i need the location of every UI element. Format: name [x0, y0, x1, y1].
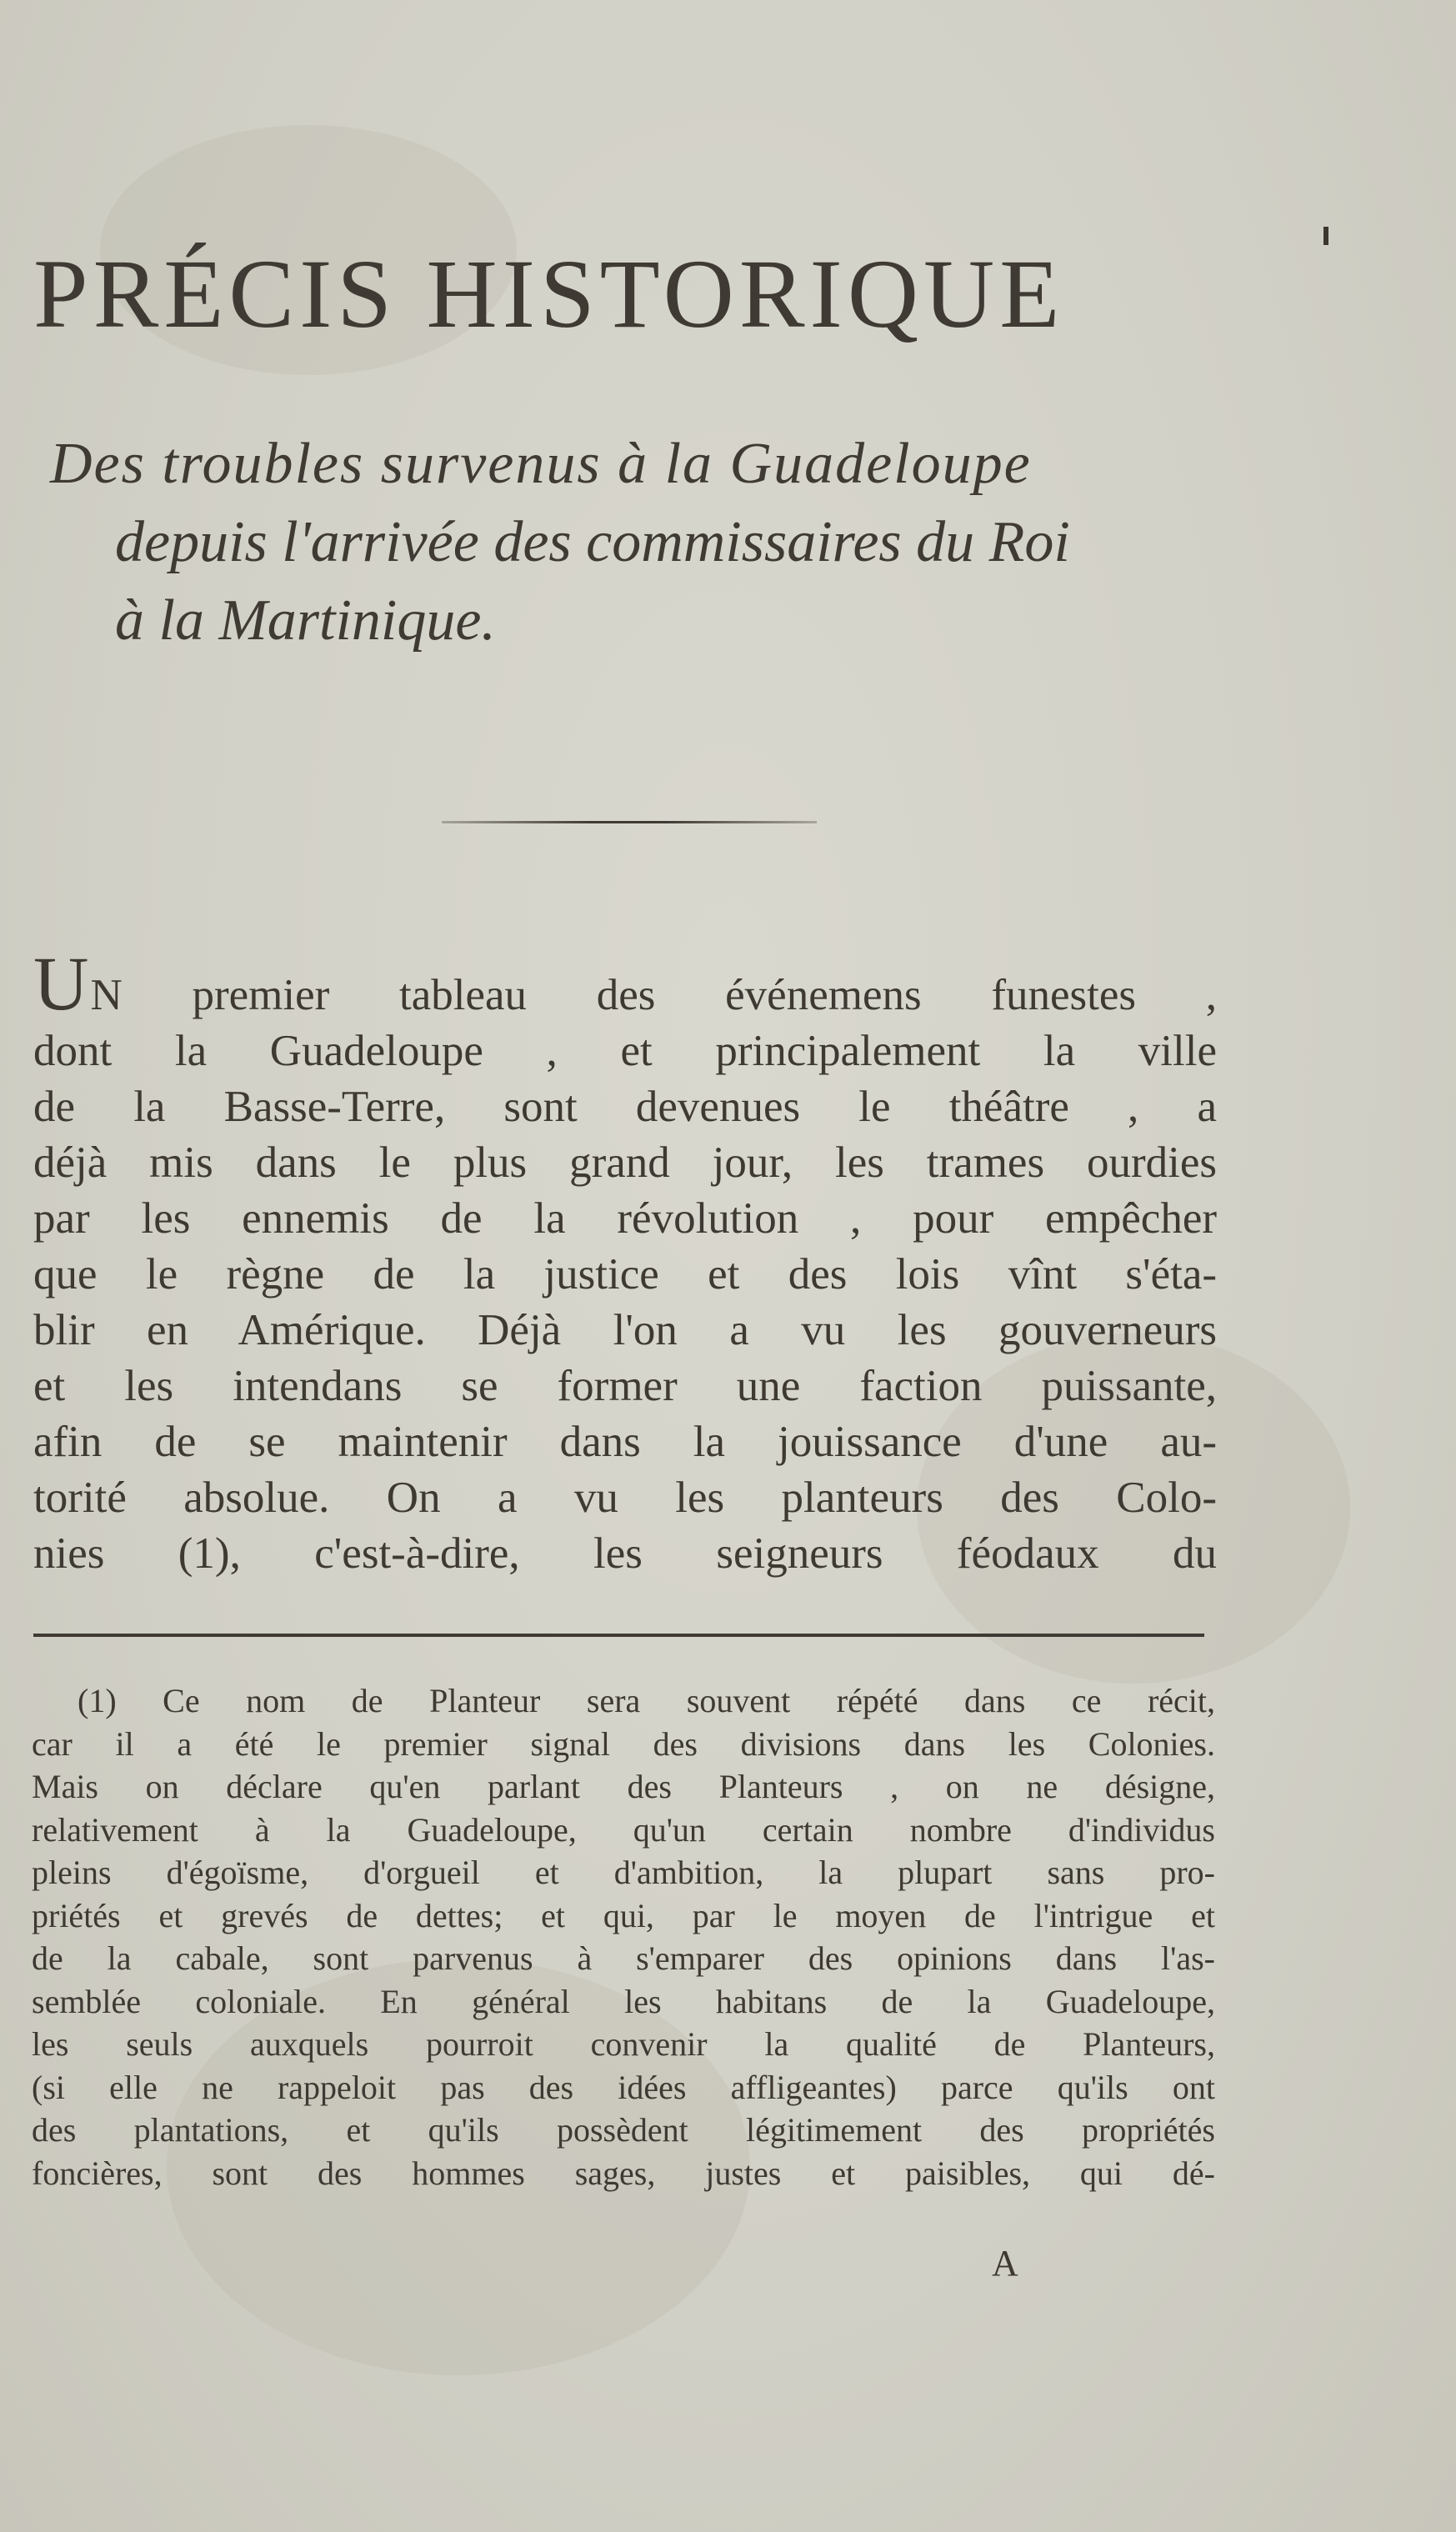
footnote-line: (si elle ne rappeloit pas des idées affligeantes) parce qu'ils ont — [32, 2068, 1215, 2106]
body-line: torité absolue. On a vu les planteurs des Colo- — [33, 1474, 1217, 1522]
subtitle-line: depuis l'arrivée des commissaires du Roi — [115, 510, 1070, 574]
ink-mark — [1323, 227, 1328, 245]
footnote-line: priétés et grevés de dettes; et qui, par le moyen de l'intrigue et — [32, 1896, 1215, 1934]
footnote — [32, 1679, 1215, 2194]
footnote-line: pleins d'égoïsme, d'orgueil et d'ambition, la plupart sans pro- — [32, 1854, 1215, 1891]
body-line: nies (1), c'est-à-dire, les seigneurs féodaux du — [33, 1529, 1217, 1578]
footnote-line: car il a été le premier signal des divisions dans les Colonies. — [32, 1724, 1215, 1763]
footnote-line: semblée coloniale. En général les habitans de la Guadeloupe, — [32, 1982, 1215, 2020]
footnote-line: Mais on déclare qu'en parlant des Planteurs , on ne désigne, — [32, 1768, 1215, 1805]
body-line: que le règne de la justice et des lois vînt s'éta- — [33, 1250, 1217, 1299]
footnote-line: relativement à la Guadeloupe, qu'un certain nombre d'individus — [32, 1810, 1215, 1849]
body-line: déjà mis dans le plus grand jour, les trames ourdies — [33, 1138, 1217, 1187]
body-line: et les intendans se former une faction puissante, — [33, 1362, 1217, 1410]
body-line — [33, 941, 1217, 1026]
footnote-line: foncières, sont des hommes sages, justes et paisibles, qui dé- — [32, 2154, 1215, 2192]
footnote-line: des plantations, et qu'ils possèdent légitimement des propriétés — [32, 2111, 1215, 2149]
body-paragraph — [33, 941, 1217, 1582]
body-line-text: N premier tableau des événemens funestes , — [90, 971, 1217, 1019]
subtitle — [50, 425, 1267, 660]
subtitle-line: Des troubles survenus à la Guadeloupe — [50, 432, 1032, 496]
subtitle-line: à la Martinique. — [115, 588, 496, 653]
ornamental-rule — [442, 821, 817, 823]
signature-mark: A — [992, 2243, 1018, 2284]
page-title: PRÉCIS HISTORIQUE — [33, 239, 1065, 348]
footnote-line: les seuls auxquels pourroit convenir la qualité de Planteurs, — [32, 2025, 1215, 2063]
drop-cap: U — [33, 941, 91, 1026]
body-line: afin de se maintenir dans la jouissance d'une au- — [33, 1418, 1217, 1466]
body-line: blir en Amérique. Déjà l'on a vu les gouverneurs — [33, 1306, 1217, 1354]
body-line: de la Basse-Terre, sont devenues le théâtre , a — [33, 1083, 1217, 1131]
footnote-separator — [33, 1634, 1204, 1637]
footnote-line: de la cabale, sont parvenus à s'emparer des opinions dans l'as- — [32, 1939, 1215, 1977]
footnote-line: (1) Ce nom de Planteur sera souvent répété dans ce récit, — [78, 1682, 1215, 1719]
body-line: par les ennemis de la révolution , pour empêcher — [33, 1194, 1217, 1243]
body-line: dont la Guadeloupe , et principalement la ville — [33, 1027, 1217, 1075]
